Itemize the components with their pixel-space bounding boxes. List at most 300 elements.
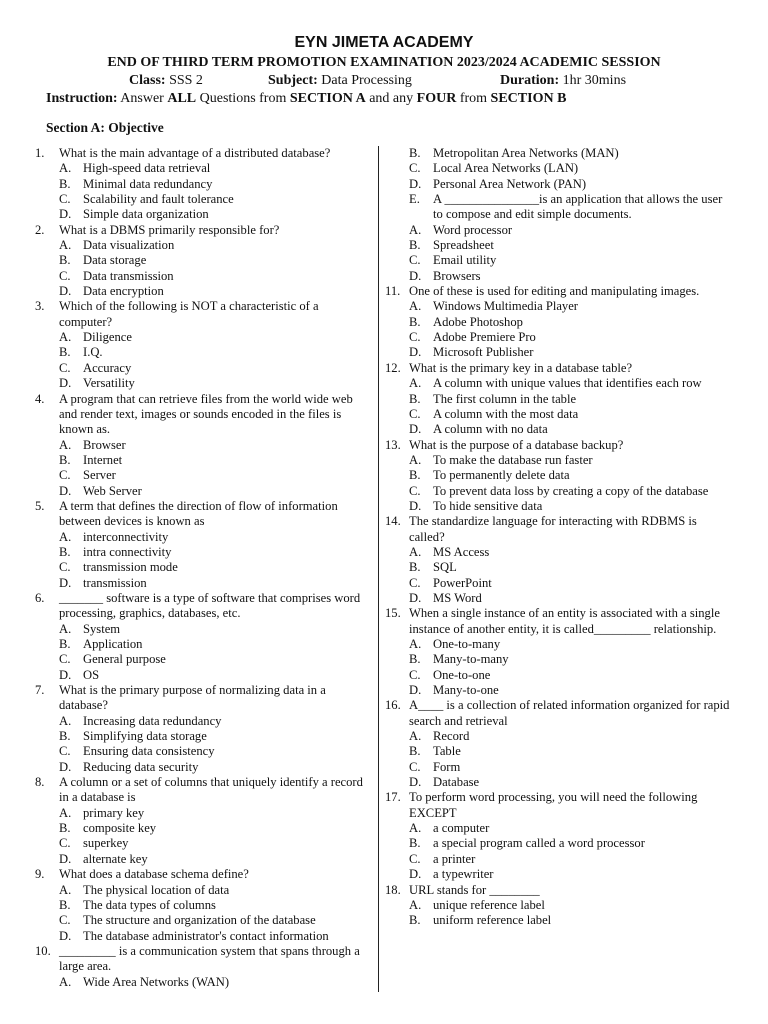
question-item xyxy=(35,591,370,683)
answer-option xyxy=(35,545,370,560)
question-stem xyxy=(35,499,370,530)
option-text: Web Server xyxy=(83,483,142,498)
instruction-text-1: Answer xyxy=(120,91,164,106)
option-letter: D. xyxy=(59,376,72,391)
answer-option xyxy=(35,852,370,867)
duration-value: 1hr 30mins xyxy=(562,73,627,88)
question-text: What is the main advantage of a distributed database? xyxy=(59,146,331,160)
instruction-four: FOUR xyxy=(416,91,457,106)
option-text: MS Access xyxy=(433,544,490,559)
option-letter: A. xyxy=(59,974,72,989)
answer-option xyxy=(35,330,370,345)
option-letter: B. xyxy=(59,544,71,559)
option-letter: D. xyxy=(409,422,422,437)
question-number: 12. xyxy=(385,360,401,375)
option-letter: A. xyxy=(409,897,422,912)
option-letter: D. xyxy=(59,207,72,222)
option-letter: C. xyxy=(59,744,71,759)
question-stem xyxy=(385,883,730,898)
answer-option xyxy=(385,867,730,882)
option-letter: A. xyxy=(59,330,72,345)
option-text: Data encryption xyxy=(83,284,164,299)
answer-option xyxy=(385,299,730,314)
question-number: 4. xyxy=(35,391,45,406)
question-item xyxy=(35,775,370,867)
answer-option xyxy=(35,560,370,575)
question-item xyxy=(35,867,370,944)
option-text: Wide Area Networks (WAN) xyxy=(83,974,230,989)
answer-option xyxy=(385,836,730,851)
option-text: High-speed data retrieval xyxy=(83,161,211,176)
option-letter: B. xyxy=(59,637,71,651)
question-text: What is the primary purpose of normalizing data in a database? xyxy=(59,683,326,713)
option-text: To hide sensitive data xyxy=(433,498,543,513)
answer-option xyxy=(385,821,730,836)
option-letter: A. xyxy=(409,222,422,237)
question-number: 15. xyxy=(385,606,401,621)
answer-option xyxy=(35,453,370,468)
question-text: _________ is a communication system that spans through a large area. xyxy=(59,943,360,974)
answer-option xyxy=(385,668,730,683)
answer-option xyxy=(385,852,730,867)
option-text: Word processor xyxy=(433,222,513,237)
subject-label: Subject: xyxy=(268,73,318,88)
question-text: What does a database schema define? xyxy=(59,867,249,882)
option-letter: A. xyxy=(409,299,422,314)
answer-option xyxy=(35,376,370,391)
option-text: The structure and organization of the database xyxy=(83,913,316,928)
question-number: 14. xyxy=(385,514,401,529)
option-text: Versatility xyxy=(83,376,135,391)
option-letter: B. xyxy=(59,345,71,360)
instruction-all: ALL xyxy=(167,91,197,106)
answer-option xyxy=(35,744,370,759)
option-text: primary key xyxy=(83,805,145,820)
answer-option xyxy=(35,192,370,207)
option-letter: D. xyxy=(409,268,422,283)
question-stem xyxy=(35,683,370,714)
option-text: Adobe Photoshop xyxy=(433,314,523,329)
answer-option xyxy=(35,345,370,360)
option-text: transmission mode xyxy=(83,560,178,575)
answer-option xyxy=(385,315,730,330)
class-info xyxy=(129,73,203,89)
option-text: To make the database run faster xyxy=(433,452,593,467)
answer-option xyxy=(385,484,730,499)
option-text: Ensuring data consistency xyxy=(83,744,215,759)
answer-option xyxy=(385,177,730,192)
answer-option xyxy=(385,269,730,284)
option-letter: B. xyxy=(409,314,421,329)
option-letter: B. xyxy=(409,560,421,575)
option-text: Database xyxy=(433,775,480,790)
answer-option xyxy=(385,591,730,606)
question-stem xyxy=(385,698,730,729)
option-letter: A. xyxy=(59,161,72,176)
class-value: SSS 2 xyxy=(169,73,203,88)
option-text: uniform reference label xyxy=(433,913,552,928)
option-letter: D. xyxy=(409,775,422,790)
answer-option xyxy=(35,207,370,222)
option-text: Simplifying data storage xyxy=(83,729,207,744)
answer-option xyxy=(35,760,370,775)
answer-option xyxy=(385,345,730,360)
answer-option xyxy=(385,146,730,161)
answer-option xyxy=(35,468,370,483)
answer-option xyxy=(35,484,370,499)
option-letter: A. xyxy=(59,882,72,897)
answer-option xyxy=(35,253,370,268)
question-text: URL stands for ________ xyxy=(409,882,540,897)
option-letter: C. xyxy=(409,851,421,866)
option-letter: D. xyxy=(59,284,72,299)
option-text: composite key xyxy=(83,821,157,836)
option-letter: D. xyxy=(59,928,72,943)
option-letter: B. xyxy=(59,729,71,744)
answer-option xyxy=(35,576,370,591)
option-text: Reducing data security xyxy=(83,759,199,774)
option-text: Email utility xyxy=(433,253,497,268)
question-item xyxy=(385,284,730,361)
option-letter: A. xyxy=(409,452,422,467)
answer-option xyxy=(385,913,730,928)
option-letter: B. xyxy=(409,744,421,759)
option-letter: A. xyxy=(409,544,422,559)
question-number: 18. xyxy=(385,882,401,897)
questions-column-right xyxy=(385,146,730,929)
answer-option xyxy=(35,898,370,913)
option-text: unique reference label xyxy=(433,897,545,912)
option-letter: D. xyxy=(409,176,422,191)
option-letter: D. xyxy=(59,851,72,866)
option-text: Form xyxy=(433,759,461,774)
option-text: The first column in the table xyxy=(433,391,577,406)
question-stem xyxy=(385,606,730,637)
question-stem xyxy=(385,790,730,821)
answer-option xyxy=(385,223,730,238)
answer-option xyxy=(35,177,370,192)
question-item xyxy=(385,790,730,882)
instruction-label: Instruction: xyxy=(46,91,118,106)
option-text: MS Word xyxy=(433,590,482,605)
answer-option xyxy=(35,836,370,851)
duration-label: Duration: xyxy=(500,73,560,88)
option-text: System xyxy=(83,621,121,636)
question-text: To perform word processing, you will need the following EXCEPT xyxy=(409,790,698,820)
question-text: What is a DBMS primarily responsible for? xyxy=(59,222,280,237)
answer-option xyxy=(35,821,370,836)
option-text: Internet xyxy=(83,452,123,467)
subject-value: Data Processing xyxy=(321,73,412,88)
option-letter: C. xyxy=(409,575,421,590)
question-text: What is the primary key in a database table? xyxy=(409,360,633,375)
instruction-text-2: Questions from xyxy=(199,91,287,106)
option-letter: C. xyxy=(59,468,71,483)
instruction-text-3: and any xyxy=(369,91,414,106)
option-text: Local Area Networks (LAN) xyxy=(433,161,579,176)
option-text: a computer xyxy=(433,821,490,836)
option-letter: B. xyxy=(409,146,421,160)
answer-option xyxy=(35,438,370,453)
question-stem xyxy=(385,284,730,299)
question-text: When a single instance of an entity is associated with a single instance of another entity, it is called_________ relationship. xyxy=(409,606,720,636)
option-letter: D. xyxy=(409,498,422,513)
question-stem xyxy=(35,392,370,438)
option-text: One-to-one xyxy=(433,667,491,682)
option-text: a special program called a word processor xyxy=(433,836,645,851)
option-letter: D. xyxy=(59,667,72,682)
answer-option xyxy=(385,238,730,253)
option-text: Adobe Premiere Pro xyxy=(433,330,536,345)
answer-option xyxy=(35,652,370,667)
answer-option xyxy=(385,652,730,667)
question-stem xyxy=(35,299,370,330)
column-divider xyxy=(378,146,379,992)
question-item xyxy=(385,606,730,698)
answer-option xyxy=(385,545,730,560)
answer-option xyxy=(385,560,730,575)
question-item xyxy=(35,392,370,499)
option-text: Spreadsheet xyxy=(433,238,494,253)
question-number: 8. xyxy=(35,775,45,790)
answer-option xyxy=(385,775,730,790)
answer-option xyxy=(35,929,370,944)
option-letter: D. xyxy=(409,683,422,698)
option-text: Record xyxy=(433,729,470,744)
subject-info xyxy=(268,73,412,89)
option-letter: B. xyxy=(409,836,421,851)
answer-option xyxy=(35,530,370,545)
option-letter: B. xyxy=(59,452,71,467)
option-text: Minimal data redundancy xyxy=(83,176,213,191)
option-letter: C. xyxy=(59,560,71,575)
option-text: One-to-many xyxy=(433,637,501,651)
answer-option xyxy=(35,161,370,176)
option-text: superkey xyxy=(83,836,129,851)
answer-option xyxy=(385,330,730,345)
option-text: transmission xyxy=(83,575,147,590)
option-text: The database administrator's contact information xyxy=(83,928,329,943)
option-text: A _______________is an application that allows the user to compose and edit simple documents. xyxy=(433,192,723,222)
question-item xyxy=(385,438,730,515)
option-text: Table xyxy=(433,744,461,759)
option-letter: D. xyxy=(409,867,422,882)
option-letter: A. xyxy=(409,376,422,391)
answer-option xyxy=(385,744,730,759)
option-letter: C. xyxy=(59,913,71,928)
option-letter: A. xyxy=(409,821,422,836)
question-stem xyxy=(35,944,370,975)
instruction-text-4: from xyxy=(459,91,488,106)
question-text: A program that can retrieve files from the world wide web and render text, images or sounds encoded in the files is known as. xyxy=(59,391,353,437)
option-text: Scalability and fault tolerance xyxy=(83,192,234,207)
answer-option xyxy=(385,253,730,268)
answer-option xyxy=(35,883,370,898)
option-text: To permanently delete data xyxy=(433,468,570,483)
question-text: One of these is used for editing and manipulating images. xyxy=(409,284,700,299)
answer-option xyxy=(385,407,730,422)
option-text: Data storage xyxy=(83,253,147,268)
question-item xyxy=(35,299,370,391)
option-letter: A. xyxy=(409,637,422,651)
question-item xyxy=(385,698,730,790)
answer-option xyxy=(35,975,370,990)
question-text: A____ is a collection of related information organized for rapid search and retrieval xyxy=(409,698,730,728)
question-number: 13. xyxy=(385,437,401,452)
option-letter: A. xyxy=(59,805,72,820)
option-letter: D. xyxy=(409,345,422,360)
option-letter: C. xyxy=(409,161,421,176)
option-text: The data types of columns xyxy=(83,897,216,912)
question-number: 11. xyxy=(385,284,401,299)
question-number: 1. xyxy=(35,146,45,160)
class-label: Class: xyxy=(129,73,166,88)
option-text: OS xyxy=(83,667,100,682)
option-text: a printer xyxy=(433,851,476,866)
question-number: 10. xyxy=(35,943,51,958)
answer-option xyxy=(35,729,370,744)
option-text: interconnectivity xyxy=(83,529,169,544)
option-letter: B. xyxy=(59,821,71,836)
option-letter: C. xyxy=(409,483,421,498)
question-item xyxy=(385,146,730,284)
question-text: The standardize language for interacting with RDBMS is called? xyxy=(409,514,697,544)
question-stem xyxy=(35,591,370,622)
answer-option xyxy=(35,806,370,821)
question-number: 16. xyxy=(385,698,401,713)
answer-option xyxy=(385,376,730,391)
questions-column-left xyxy=(35,146,370,990)
option-text: Personal Area Network (PAN) xyxy=(433,176,587,191)
option-text: Browser xyxy=(83,437,126,452)
answer-option xyxy=(35,269,370,284)
question-item xyxy=(35,223,370,300)
answer-option xyxy=(385,898,730,913)
option-text: Many-to-many xyxy=(433,652,509,667)
question-text: _______ software is a type of software that comprises word processing, graphics, databases, etc. xyxy=(59,590,361,621)
question-text: Which of the following is NOT a characteristic of a computer? xyxy=(59,299,319,329)
answer-option xyxy=(385,422,730,437)
option-text: To prevent data loss by creating a copy of the database xyxy=(433,483,709,498)
option-letter: C. xyxy=(59,192,71,207)
answer-option xyxy=(385,499,730,514)
answer-option xyxy=(385,760,730,775)
option-letter: B. xyxy=(59,176,71,191)
instruction-line xyxy=(46,91,566,107)
question-item xyxy=(385,361,730,438)
option-text: Windows Multimedia Player xyxy=(433,299,579,314)
answer-option xyxy=(385,468,730,483)
school-name: EYN JIMETA ACADEMY xyxy=(294,34,474,51)
question-item xyxy=(35,683,370,775)
option-text: alternate key xyxy=(83,851,148,866)
question-item xyxy=(35,944,370,990)
answer-option xyxy=(385,453,730,468)
option-text: a typewriter xyxy=(433,867,494,882)
option-letter: B. xyxy=(59,253,71,268)
question-item xyxy=(385,514,730,606)
answer-option xyxy=(35,913,370,928)
answer-option xyxy=(385,683,730,698)
answer-option xyxy=(385,576,730,591)
option-text: Simple data organization xyxy=(83,207,209,222)
option-letter: B. xyxy=(409,913,421,928)
option-letter: B. xyxy=(409,468,421,483)
question-number: 17. xyxy=(385,790,401,805)
option-letter: C. xyxy=(59,836,71,851)
option-text: PowerPoint xyxy=(433,575,492,590)
instruction-section-a: SECTION A xyxy=(289,91,366,106)
option-letter: B. xyxy=(409,391,421,406)
option-letter: A. xyxy=(59,529,72,544)
question-number: 2. xyxy=(35,222,45,237)
option-letter: C. xyxy=(59,268,71,283)
option-text: The physical location of data xyxy=(83,882,230,897)
option-text: intra connectivity xyxy=(83,544,172,559)
option-letter: B. xyxy=(409,238,421,253)
answer-option xyxy=(385,161,730,176)
question-number: 7. xyxy=(35,683,45,698)
section-a-title: Section A: Objective xyxy=(46,120,164,135)
option-letter: A. xyxy=(59,437,72,452)
question-stem xyxy=(35,775,370,806)
question-number: 5. xyxy=(35,498,45,513)
question-stem xyxy=(385,438,730,453)
option-letter: E. xyxy=(409,192,420,207)
question-number: 3. xyxy=(35,299,45,314)
answer-option xyxy=(385,392,730,407)
option-text: Diligence xyxy=(83,330,132,345)
question-item xyxy=(35,499,370,591)
question-text: A column or a set of columns that uniquely identify a record in a database is xyxy=(59,775,363,805)
option-letter: C. xyxy=(409,667,421,682)
option-text: Many-to-one xyxy=(433,683,499,698)
option-letter: D. xyxy=(59,575,72,590)
option-letter: D. xyxy=(59,483,72,498)
question-stem xyxy=(35,223,370,238)
question-stem xyxy=(35,146,370,161)
answer-option xyxy=(35,714,370,729)
question-item xyxy=(385,883,730,929)
answer-option xyxy=(35,637,370,652)
question-text: A term that defines the direction of flow of information between devices is known as xyxy=(59,498,338,529)
answer-option xyxy=(385,192,730,223)
option-letter: B. xyxy=(59,897,71,912)
question-number: 6. xyxy=(35,590,45,605)
option-text: Accuracy xyxy=(83,360,132,375)
option-text: Data transmission xyxy=(83,268,174,283)
option-letter: A. xyxy=(59,238,72,253)
answer-option xyxy=(35,622,370,637)
answer-option xyxy=(35,668,370,683)
option-text: Application xyxy=(83,637,143,651)
option-letter: C. xyxy=(59,652,71,667)
option-text: A column with no data xyxy=(433,422,548,437)
option-letter: D. xyxy=(59,759,72,774)
option-text: A column with unique values that identifies each row xyxy=(433,376,702,391)
answer-option xyxy=(35,361,370,376)
option-text: Browsers xyxy=(433,268,481,283)
answer-option xyxy=(35,284,370,299)
exam-title: END OF THIRD TERM PROMOTION EXAMINATION 2023/2024 ACADEMIC SESSION xyxy=(107,55,661,70)
option-text: Metropolitan Area Networks (MAN) xyxy=(433,146,619,160)
option-text: Server xyxy=(83,468,116,483)
option-text: Microsoft Publisher xyxy=(433,345,534,360)
option-text: SQL xyxy=(433,560,457,575)
instruction-section-b: SECTION B xyxy=(490,91,567,106)
option-text: I.Q. xyxy=(83,345,103,360)
option-letter: B. xyxy=(409,652,421,667)
